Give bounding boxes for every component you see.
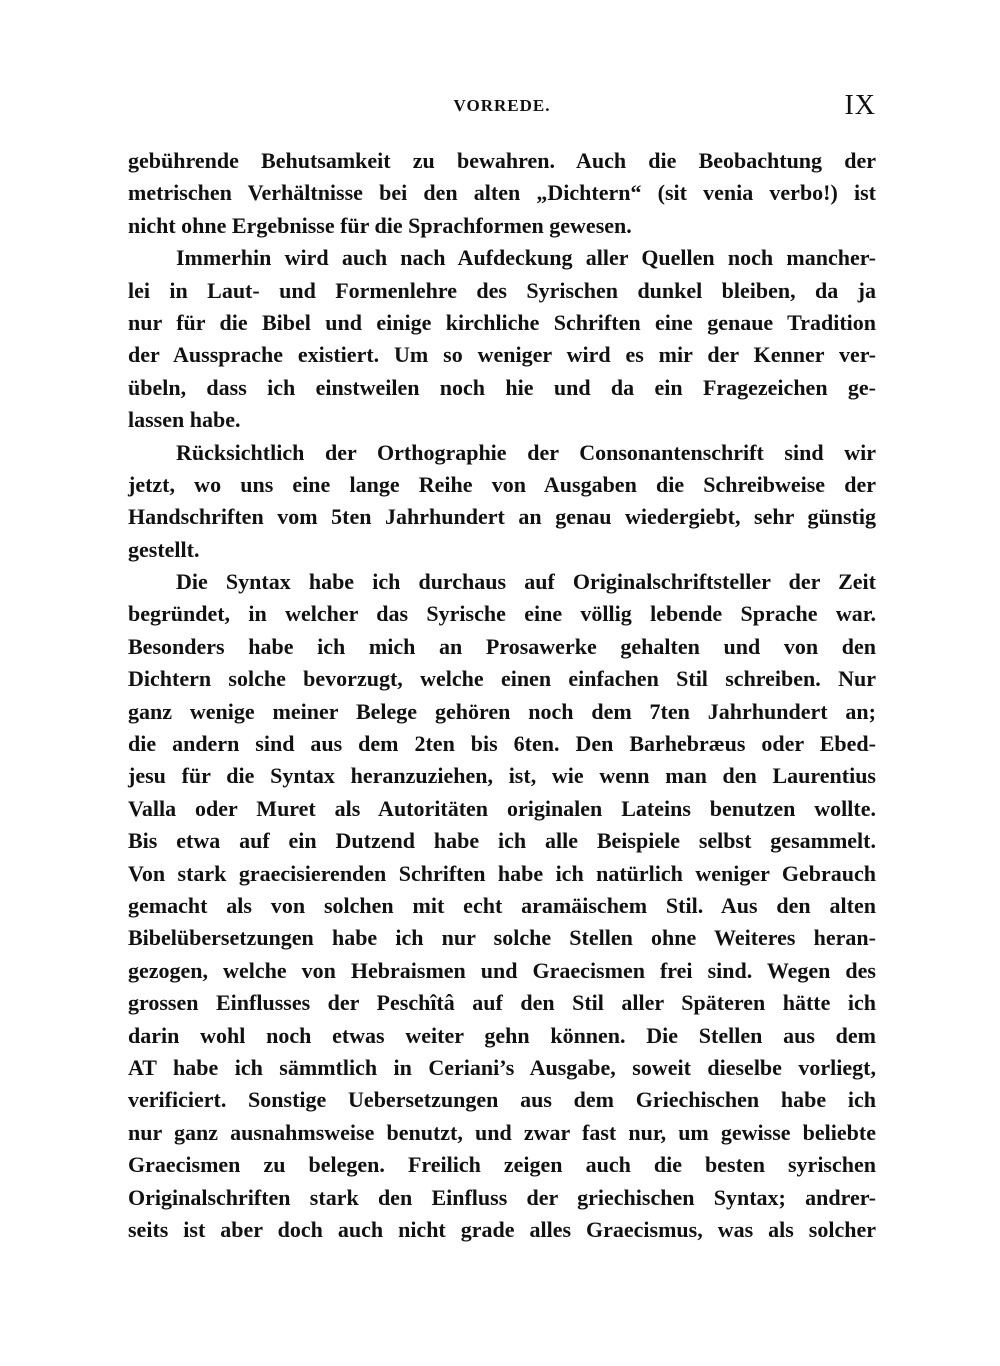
text-line: gezogen, welche von Hebraismen und Graecismen frei sind. Wegen des: [128, 957, 876, 983]
page-number: IX: [844, 90, 876, 121]
text-line: jesu für die Syntax heranzuziehen, ist, wie wenn man den Laurentius: [128, 763, 876, 789]
text-line: verificiert. Sonstige Uebersetzungen aus dem Griechischen habe ich: [128, 1087, 876, 1113]
text-line: grossen Einflusses der Peschîtâ auf den Stil aller Späteren hätte ich: [128, 990, 876, 1016]
text-line: nicht ohne Ergebnisse für die Sprachformen gewesen.: [128, 212, 632, 238]
text-line: Bis etwa auf ein Dutzend habe ich alle Beispiele selbst gesammelt.: [128, 828, 876, 854]
text-line: Von stark graecisierenden Schriften habe ich natürlich weniger Gebrauch: [128, 860, 876, 886]
text-line: darin wohl noch etwas weiter gehn können. Die Stellen aus dem: [128, 1022, 876, 1048]
text-line: nur ganz ausnahmsweise benutzt, und zwar fast nur, um gewisse beliebte: [128, 1119, 876, 1145]
text-line: lassen habe.: [128, 407, 241, 433]
text-line: seits ist aber doch auch nicht grade alles Graecismus, was als solcher: [128, 1216, 876, 1242]
text-line: jetzt, wo uns eine lange Reihe von Ausgaben die Schreibweise der: [128, 471, 876, 497]
text-line: nur für die Bibel und einige kirchliche Schriften eine genaue Tradition: [128, 309, 876, 335]
text-line: Valla oder Muret als Autoritäten originalen Lateins benutzen wollte.: [128, 795, 876, 821]
text-line: Graecismen zu belegen. Freilich zeigen auch die besten syrischen: [128, 1152, 876, 1178]
running-title: VORREDE.: [453, 96, 551, 115]
text-line: Handschriften vom 5ten Jahrhundert an genau wiedergiebt, sehr günstig: [128, 504, 876, 530]
text-line: Besonders habe ich mich an Prosawerke gehalten und von den: [128, 633, 876, 659]
text-line: gebührende Behutsamkeit zu bewahren. Auch die Beobachtung der: [128, 148, 876, 173]
text-line: Die Syntax habe ich durchaus auf Originalschriftsteller der Zeit: [176, 569, 876, 595]
text-line: Bibelübersetzungen habe ich nur solche Stellen ohne Weiteres heran-: [128, 925, 876, 951]
text-line: lei in Laut- und Formenlehre des Syrischen dunkel bleiben, da ja: [128, 277, 876, 303]
paragraph: [128, 437, 876, 567]
text-line: metrischen Verhältnisse bei den alten „Dichtern“ (sit venia verbo!) ist: [128, 180, 876, 206]
text-line: begründet, in welcher das Syrische eine völlig lebende Sprache war.: [128, 601, 876, 627]
paragraph: [128, 145, 876, 242]
text-line: Immerhin wird auch nach Aufdeckung aller Quellen noch mancher-: [176, 245, 876, 271]
text-line: gemacht als von solchen mit echt aramäischem Stil. Aus den alten: [128, 892, 876, 918]
text-line: ganz wenige meiner Belege gehören noch dem 7ten Jahrhundert an;: [128, 698, 876, 724]
text-line: Rücksichtlich der Orthographie der Consonantenschrift sind wir: [176, 439, 876, 465]
running-head: [128, 90, 876, 124]
text-line: Originalschriften stark den Einfluss der griechischen Syntax; andrer-: [128, 1184, 876, 1210]
text-line: AT habe ich sämmtlich in Ceriani’s Ausgabe, soweit dieselbe vorliegt,: [128, 1054, 876, 1080]
text-line: der Aussprache existiert. Um so weniger wird es mir der Kenner ver-: [128, 342, 876, 368]
paragraph: [128, 566, 876, 1246]
text-line: Dichtern solche bevorzugt, welche einen einfachen Stil schreiben. Nur: [128, 666, 876, 692]
text-line: die andern sind aus dem 2ten bis 6ten. Den Barhebræus oder Ebed-: [128, 731, 876, 757]
paragraph: [128, 242, 876, 436]
text-line: gestellt.: [128, 536, 200, 562]
text-line: übeln, dass ich einstweilen noch hie und da ein Fragezeichen ge-: [128, 374, 876, 400]
body-text: [128, 145, 876, 1246]
